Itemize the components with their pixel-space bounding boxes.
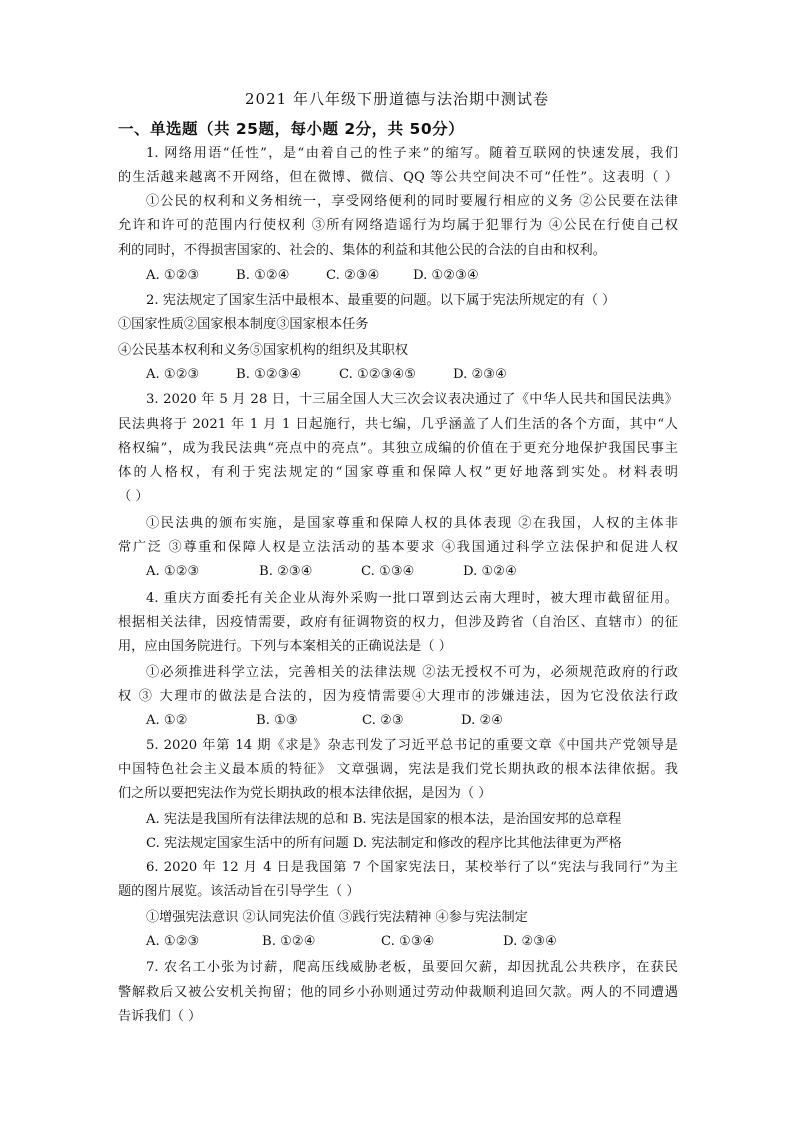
text-line: A. 宪法是我国所有法律法规的总和 B. 宪法是国家的根本法，是治国安邦的总章程 — [146, 812, 622, 827]
option-row — [146, 265, 686, 287]
text-line: ①增强宪法意识 ②认同宪法价值 ③践行宪法精神 ④参与宪法制定 — [146, 910, 528, 925]
text-line: 用，应由国务院进行。下列与本案相关的正确说法是（ ） — [118, 639, 452, 654]
text-line: 根据相关法律，因疫情需要，政府有征调物资的权力，但涉及跨省（自治区、直辖市）的征 — [118, 615, 678, 630]
text-line: ①国家性质②国家根本制度③国家根本任务 — [118, 317, 369, 332]
answer-option: B. ①②③④ — [236, 367, 302, 382]
exam-title: 2021 年八年级下册道德与法治期中测试卷 — [245, 90, 549, 108]
text-line: 告诉我们（ ） — [118, 1009, 202, 1024]
text-line: 利的同时，不得损害国家的、社会的、集体的利益和其他公民的合法的自由和权利。 — [118, 243, 606, 258]
answer-option: B. ②③④ — [259, 564, 313, 579]
text-line: ①公民的权利和义务相统一，享受网络便利的同时要履行相应的义务 ②公民要在法律 — [146, 194, 678, 209]
text-line: 2. 宪法规定了国家生活中最根本、最重要的问题。以下属于宪法所规定的有（ ） — [146, 293, 616, 308]
answer-option: C. ②③ — [362, 713, 404, 728]
answer-option: C. ②③④ — [326, 268, 380, 283]
answer-option: A. ①②③ — [146, 934, 200, 949]
text-line: ①民法典的颁布实施，是国家尊重和保障人权的具体表现 ②在我国，人权的主体非 — [146, 516, 678, 531]
text-line: ④公民基本权利和义务⑤国家机构的组织及其职权 — [118, 343, 409, 358]
answer-option: D. ②③④ — [453, 367, 507, 382]
answer-option: D. ①②③④ — [413, 268, 479, 283]
text-line: 体的人格权，有利于宪法规定的“国家尊重和保障人权”更好地落到实处。材料表明 — [118, 465, 678, 480]
text-line: 题的图片展览。该活动旨在引导学生（ ） — [118, 884, 360, 899]
text-line: 的生活越来越离不开网络，但在微博、微信、QQ 等公共空间决不可“任性”。这表明（ ） — [118, 170, 678, 185]
option-row — [146, 931, 686, 953]
answer-option: C. ①③④ — [381, 934, 435, 949]
text-line: （ ） — [118, 489, 149, 504]
text-line: 权 ③ 大理市的做法是合法的，因为疫情需要④大理市的涉嫌违法，因为它没依法行政 — [118, 689, 678, 704]
text-line: 3. 2020 年 5 月 28 日，十三届全国人大三次会议表决通过了《中华人民共和国民法典》 — [146, 392, 678, 407]
text-line: 4. 重庆方面委托有关企业从海外采购一批口罩到达云南大理时，被大理市截留征用。 — [146, 591, 678, 606]
answer-option: A. ①②③ — [146, 367, 200, 382]
text-line: ①必须推进科学立法，完善相关的法律法规 ②法无授权不可为，必须规范政府的行政 — [146, 665, 678, 680]
answer-option: C. ①③④ — [361, 564, 415, 579]
answer-option: A. ①②③ — [146, 268, 200, 283]
option-row — [146, 364, 686, 386]
text-line: 中国特色社会主义最本质的特征》 文章强调，宪法是我们党长期执政的根本法律依据。我 — [118, 762, 678, 777]
answer-option: B. ①②④ — [236, 268, 290, 283]
option-row — [146, 561, 686, 583]
text-line: 民法典将于 2021 年 1 月 1 日起施行，共七编，几乎涵盖了人们生活的各个方面，其中“人 — [118, 417, 678, 432]
text-line: 1. 网络用语“任性”，是“由着自己的性子来”的缩写。随着互联网的快速发展，我们 — [146, 146, 678, 161]
answer-option: B. ①③ — [256, 713, 298, 728]
answer-option: D. ②④ — [461, 713, 504, 728]
answer-option: A. ①② — [146, 713, 188, 728]
text-line: 格权编”，成为我民法典“亮点中的亮点”。其独立成编的价值在于更充分地保护我国民事主 — [118, 441, 678, 456]
option-row — [146, 710, 686, 732]
section-heading: 一、单选题（共 25题，每小题 2分，共 50分） — [118, 120, 465, 138]
answer-option: C. ①②③④⑤ — [339, 367, 417, 382]
text-line: 允许和许可的范围内行使权利 ③所有网络造谣行为均属于犯罪行为 ④公民在行使自己权 — [118, 218, 678, 233]
answer-option: A. ①②③ — [146, 564, 200, 579]
text-line: 警解救后又被公安机关拘留；他的同乡小孙则通过劳动仲裁顺利追回欠款。两人的不同遭遇 — [118, 985, 678, 1000]
text-line: 6. 2020 年 12 月 4 日是我国第 7 个国家宪法日，某校举行了以“宪法与我同行”为主 — [146, 860, 678, 875]
text-line: 5. 2020 年第 14 期《求是》杂志刊发了习近平总书记的重要文章《中国共产党领导是 — [146, 738, 678, 753]
text-line: 常广泛 ③尊重和保障人权是立法活动的基本要求 ④我国通过科学立法保护和促进人权 — [118, 540, 678, 555]
answer-option: D. ②③④ — [503, 934, 557, 949]
text-line: 7. 农名工小张为讨薪，爬高压线威胁老板，虽要回欠薪，却因扰乱公共秩序，在获民 — [146, 960, 678, 975]
answer-option: B. ①②④ — [262, 934, 316, 949]
answer-option: D. ①②④ — [463, 564, 517, 579]
text-line: 们之所以要把宪法作为党长期执政的根本法律依据，是因为（ ） — [118, 786, 492, 801]
text-line: C. 宪法规定国家生活中的所有问题 D. 宪法制定和修改的程序比其他法律更为严格 — [146, 836, 622, 851]
